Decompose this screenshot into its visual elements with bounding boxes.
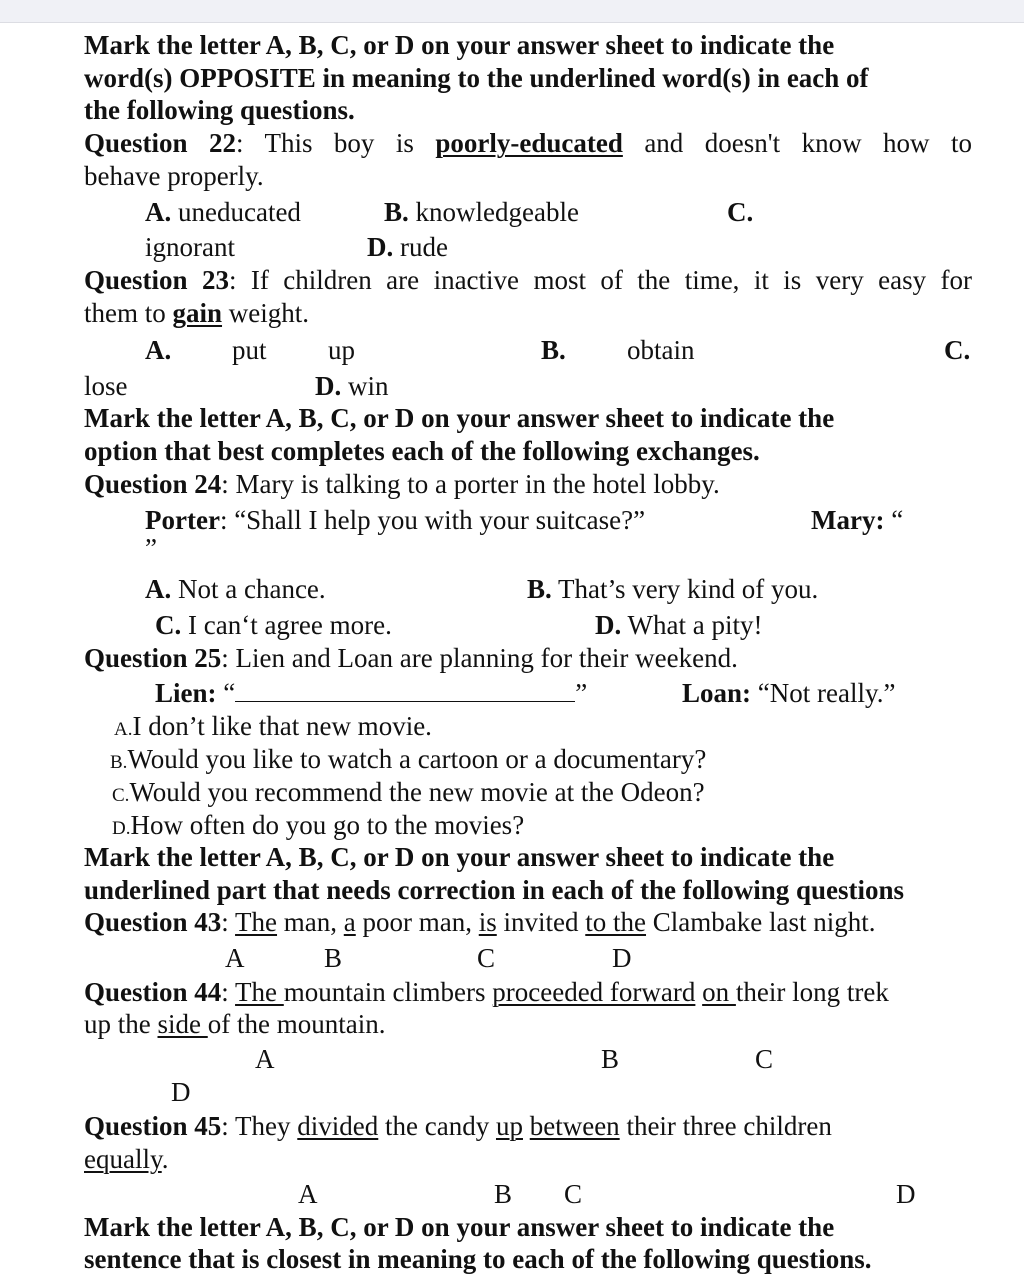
question-23-line-2: them to gain weight. bbox=[84, 298, 310, 328]
question-43-label: Question 43 bbox=[84, 907, 222, 937]
q23-option-b-letter: B. bbox=[541, 335, 566, 365]
question-44-line-2: up the side of the mountain. bbox=[84, 1009, 386, 1039]
question-22-underlined: poorly-educated bbox=[435, 128, 623, 158]
answer-blank bbox=[235, 677, 575, 702]
q24-option-d: D. What a pity! bbox=[595, 610, 763, 640]
q43-letter-c: C bbox=[477, 943, 496, 973]
q44-letter-c: C bbox=[755, 1044, 774, 1074]
q44-letter-a: A bbox=[255, 1044, 275, 1074]
q25-option-a: A.I don’t like that new movie. bbox=[114, 711, 432, 741]
q45-letter-c: C bbox=[564, 1179, 583, 1209]
question-22-line-1: Question 22: This boy is poorly-educated and doesn't know how to bbox=[84, 128, 973, 158]
instruction-correction-line-2: underlined part that needs correction in each of the following questions bbox=[84, 875, 905, 905]
instruction-opposite-line-3: the following questions. bbox=[84, 95, 355, 125]
instruction-closest-line-1: Mark the letter A, B, C, or D on your answer sheet to indicate the bbox=[84, 1212, 835, 1242]
instruction-exchanges-line-1: Mark the letter A, B, C, or D on your answer sheet to indicate the bbox=[84, 403, 835, 433]
q24-mary-line: Mary: “ bbox=[811, 505, 904, 535]
q23-option-a-letter: A. bbox=[145, 335, 172, 365]
question-45-label: Question 45 bbox=[84, 1111, 222, 1141]
q24-option-b: B. That’s very kind of you. bbox=[527, 574, 819, 604]
q25-option-b: B.Would you like to watch a cartoon or a documentary? bbox=[110, 744, 707, 774]
instruction-opposite-line-1: Mark the letter A, B, C, or D on your answer sheet to indicate the bbox=[84, 30, 835, 60]
q45-letter-d: D bbox=[896, 1179, 916, 1209]
q44-letter-b: B bbox=[601, 1044, 620, 1074]
question-22-label: Question 22 bbox=[84, 128, 236, 158]
question-23-label: Question 23 bbox=[84, 265, 229, 295]
q25-loan-line: Loan: “Not really.” bbox=[682, 678, 896, 708]
q23-option-c-text: lose bbox=[84, 371, 128, 401]
question-23-line-1: Question 23: If children are inactive most of the time, it is very easy for bbox=[84, 265, 972, 295]
q25-option-c: C.Would you recommend the new movie at the Odeon? bbox=[112, 777, 705, 807]
q43-letter-a: A bbox=[225, 943, 245, 973]
question-44-label: Question 44 bbox=[84, 977, 222, 1007]
q25-lien-line: Lien: “ ” bbox=[155, 678, 588, 708]
q22-option-c-text: ignorant bbox=[145, 232, 235, 262]
instruction-opposite-line-2: word(s) OPPOSITE in meaning to the underlined word(s) in each of bbox=[84, 63, 869, 93]
question-43-line: Question 43: The man, a poor man, is invited to the Clambake last night. bbox=[84, 907, 876, 937]
q22-option-b: B. knowledgeable bbox=[384, 197, 579, 227]
q45-letter-b: B bbox=[494, 1179, 513, 1209]
instruction-exchanges-line-2: option that best completes each of the following exchanges. bbox=[84, 436, 760, 466]
question-23-underlined: gain bbox=[172, 298, 223, 328]
q22-option-a: A. uneducated bbox=[145, 197, 301, 227]
question-24-label: Question 24 bbox=[84, 469, 222, 499]
q43-letter-d: D bbox=[612, 943, 632, 973]
q23-option-d: D. win bbox=[315, 371, 389, 401]
q45-letter-a: A bbox=[298, 1179, 318, 1209]
question-25-line: Question 25: Lien and Loan are planning for their weekend. bbox=[84, 643, 738, 673]
q43-letter-b: B bbox=[324, 943, 343, 973]
question-44-line-1: Question 44: The mountain climbers proceeded forward on their long trek bbox=[84, 977, 889, 1007]
question-45-line-1: Question 45: They divided the candy up between their three children bbox=[84, 1111, 832, 1141]
q22-option-c-letter: C. bbox=[727, 197, 754, 227]
question-25-label: Question 25 bbox=[84, 643, 222, 673]
q22-option-d: D. rude bbox=[367, 232, 448, 262]
instruction-correction-line-1: Mark the letter A, B, C, or D on your answer sheet to indicate the bbox=[84, 842, 835, 872]
q25-option-d: D.How often do you go to the movies? bbox=[112, 810, 525, 840]
q44-letter-d: D bbox=[171, 1077, 191, 1107]
q23-option-a-word-1: put bbox=[232, 335, 267, 365]
question-22-line-2: behave properly. bbox=[84, 161, 264, 191]
q24-mary-close-quote: ” bbox=[145, 533, 157, 563]
question-24-line: Question 24: Mary is talking to a porter in the hotel lobby. bbox=[84, 469, 720, 499]
q23-option-c-letter: C. bbox=[944, 335, 971, 365]
instruction-closest-line-2: sentence that is closest in meaning to each of the following questions. bbox=[84, 1244, 872, 1274]
q24-option-a: A. Not a chance. bbox=[145, 574, 326, 604]
q24-option-c: C. I can‘t agree more. bbox=[155, 610, 392, 640]
top-bar bbox=[0, 0, 1024, 23]
question-45-line-2: equally. bbox=[84, 1144, 169, 1174]
q23-option-a-word-2: up bbox=[328, 335, 355, 365]
q23-option-b-text: obtain bbox=[627, 335, 695, 365]
q24-porter-line: Porter: “Shall I help you with your suitcase?” bbox=[145, 505, 646, 535]
